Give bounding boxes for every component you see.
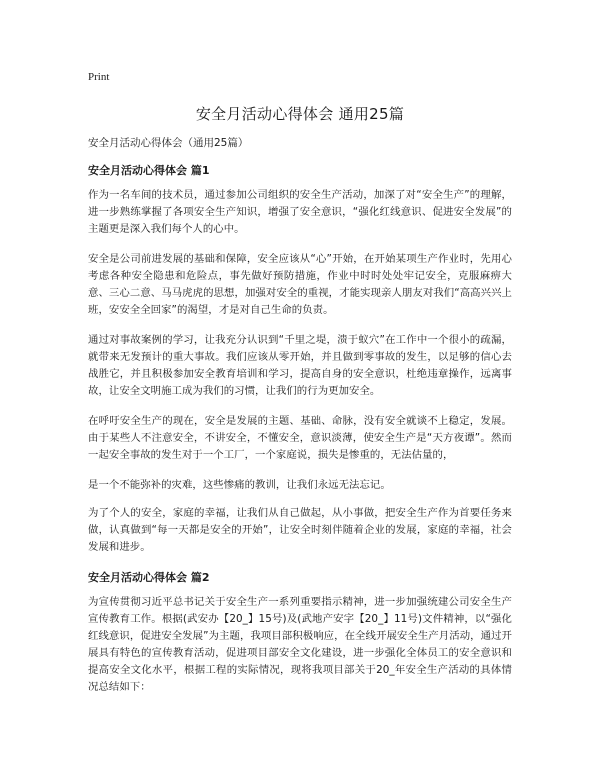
- section-1-paragraph-2: 安全是公司前进发展的基础和保障，安全应该从“心”开始，在开始某项生产作业时，先用心考虑各种安全隐患和危险点，事先做好预防措施，作业中时时处处牢记安全，克服麻痹大意、三心二意、马马虎虎的思想，加强对安全的重视，才能实现亲人朋友对我们“高高兴兴上班，安安全全回家”的渴望，才是对自己生命的负责。: [88, 253, 512, 316]
- section-1-paragraph-5: 是一个不能弥补的灾难，这些惨痛的教训，让我们永远无法忘记。: [88, 479, 391, 491]
- document-page: [88, 70, 512, 709]
- print-label: Print: [88, 71, 110, 83]
- section-1-paragraph-1: 作为一名车间的技术员，通过参加公司组织的安全生产活动，加深了对“安全生产”的理解，进一步熟练掌握了各项安全生产知识，增强了安全意识，“强化红线意识、促进安全发展”的主题更是深入我们每个人的心中。: [88, 189, 512, 235]
- section-1-paragraph-4: 在呼吁安全生产的现在，安全是发展的主题、基础、命脉，没有安全就谈不上稳定，发展。由于某些人不注意安全，不讲安全，不懂安全，意识淡薄，使安全生产是“天方夜谭”。然而一起安全事故的发生对于一个工厂，一个家庭说，损失是惨重的，无法估量的，: [88, 415, 512, 461]
- section-heading-1: 安全月活动心得体会 篇1: [88, 164, 210, 177]
- section-heading-2: 安全月活动心得体会 篇2: [88, 571, 210, 584]
- document-title: 安全月活动心得体会 通用25篇: [195, 105, 405, 123]
- section-1-paragraph-3: 通过对事故案例的学习，让我充分认识到“千里之堤，溃于蚁穴”在工作中一个很小的疏漏，就带来无发预计的重大事故。我们应该从零开始，并且做到零事故的发生，以足够的信心去战胜它，并且积极参加安全教育培训和学习，提高自身的安全意识，杜绝违章操作，远离事故，让安全文明施工成为我们的习惯，让我们的行为更加安全。: [88, 334, 512, 397]
- section-1-paragraph-6: 为了个人的安全，家庭的幸福，让我们从自己做起，从小事做，把安全生产作为首要任务来做，认真做到“每一天都是安全的开始”，让安全时刻伴随着企业的发展，家庭的幸福，社会发展和进步。: [88, 507, 512, 553]
- document-subtitle: 安全月活动心得体会（通用25篇）: [88, 137, 249, 149]
- section-2-paragraph-1: 为宣传贯彻习近平总书记关于安全生产一系列重要指示精神，进一步加强统建公司安全生产宣传教育工作。根据(武安办【20_】15号)及(武地产安字【20_】11号)文件精神，以“强化红线意识，促进安全发展”为主题，我项目部积极响应，在全线开展安全生产月活动，通过开展具有特色的宣传教育活动，促进项目部安全文化建设，进一步强化全体员工的安全意识和提高安全文化水平，根据工程的实际情况，现将我项目部关于20_年安全生产活动的具体情况总结如下：: [88, 596, 512, 693]
